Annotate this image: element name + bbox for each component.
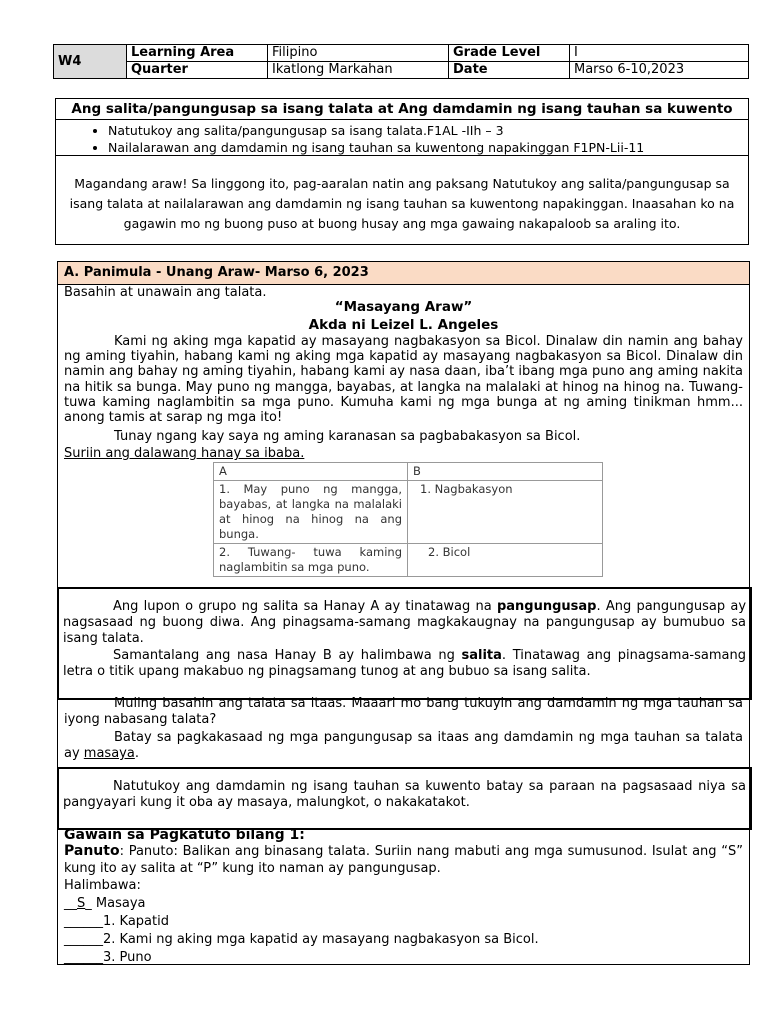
text-span: Batay sa pagkakasaad ng mga pangungusap sa itaas ang damdamin ng mga tauhan sa talata ay [64,730,743,761]
objectives-list [56,122,748,156]
grade-level-value: I [570,45,749,62]
definition-box [57,587,752,700]
date-label: Date [449,62,570,79]
quarter-label: Quarter [127,62,268,79]
exercise-item: ______2. Kami ng aking mga kapatid ay masayang nagbakasyon sa Bicol. [64,932,539,947]
text-span: __ [64,896,77,911]
definition-pangungusap [63,599,746,647]
objectives-title: Ang salita/pangungusap sa isang talata at Ang damdamin ng isang tauhan sa kuwento [56,99,748,120]
example-answer: S [77,896,86,911]
objective-item: • Nailalarawan ang damdamin ng isang tauhan sa kuwentong napakinggan F1PN-Lii-11 [108,139,748,156]
story-author: Akda ni Leizel L. Angeles [308,317,499,333]
learning-area-value: Filipino [268,45,449,62]
example-item [64,895,539,913]
table-cell: 2. Tuwang- tuwa kaming naglambitin sa mga puno. [214,544,408,577]
header-table [53,44,749,79]
week-label: W4 [54,45,127,79]
table-row [214,481,603,544]
objectives-box [55,98,749,245]
panuto-label: Panuto [64,843,120,859]
bold-term: salita [461,648,502,663]
feeling-paragraph [64,730,743,762]
text-span: . Ang pangungusap ay nagsasaad ng buong diwa. Ang pinagsama-samang magkakaugnay na pangungusap ay bumubuo sa isang talata. [63,599,747,646]
text-span: : Panuto: Balikan ang binasang talata. Suriin nang mabuti ang mga sumusunod. Isulat ang “S” kung ito ay salita at “P” kung ito naman ay pangungusap. [64,844,743,876]
table-cell: 2. Bicol [408,544,603,577]
exercise-item: ______1. Kapatid [64,914,169,929]
column-b-header: B [408,463,603,481]
grade-level-label: Grade Level [449,45,570,62]
date-value: Marso 6-10,2023 [570,62,749,79]
text-span: _ [85,896,92,911]
exercise-item: ______3. Puno [64,950,152,965]
emotion-text: Natutukoy ang damdamin ng isang tauhan sa kuwento batay sa paraan na pagsasaad niya sa pangyayari kung it oba ay masaya, malungkot, o nakakatakot. [63,779,746,810]
table-cell: 1. Nagbakasyon [408,481,603,544]
reread-paragraph: Muling basahin ang talata sa itaas. Maaari mo bang tukuyin ang damdamin ng mga tauhan sa iyong nabasang talata? [64,696,743,727]
examine-instruction: Suriin ang dalawang hanay sa ibaba. [64,446,305,461]
activity-title: Gawain sa Pagkatuto bilang 1: [64,827,305,843]
text-span: Ang lupon o grupo ng salita sa Hanay A ay tinatawag na [113,599,497,614]
table-cell: 1. May puno ng mangga, bayabas, at langka na malalaki at hinog na hinog na ang bunga. [214,481,408,544]
table-row [214,544,603,577]
story-paragraph-2: Tunay ngang kay saya ng aming karanasan sa pagbabakasyon sa Bicol. [114,429,581,444]
column-a-header: A [214,463,408,481]
section-a-header: A. Panimula - Unang Araw- Marso 6, 2023 [58,262,749,285]
exercise-list [64,877,539,967]
story-paragraph-1: Kami ng aking mga kapatid ay masayang nagbakasyon sa Bicol. Dinalaw din namin ang bahay ng aming tiyahin, habang kami ng aking mga kapatid ay masayang nagbakasyon sa Bicol. Dinalaw din namin ang bahay ng aming tiyahin, habang kami ay nasa daan, iba’t ibang mga puno ang aming nakita na hitik sa bunga. May puno ng mangga, bayabas, at langka na malalaki at hinog na hinog na. Tuwang-tuwa kaming naglambitin sa mga puno. Kumuha kami ng mga bunga at ng aming tinikman hmm... anong tamis at sarap ng mga ito! [64,334,743,426]
panuto-text [64,843,743,877]
text-span: Samantalang ang nasa Hanay B ay halimbawa ng [113,648,462,663]
emotion-box [57,767,752,830]
bold-term: pangungusap [496,599,597,614]
read-instruction: Basahin at unawain ang talata. [64,285,267,300]
definition-salita [63,648,746,680]
example-label: Halimbawa: [64,878,141,893]
story-title: “Masayang Araw” [334,299,473,315]
intro-text: Magandang araw! Sa linggong ito, pag-aaralan natin ang paksang Natutukoy ang salita/pangungusap sa isang talata at nailalarawan ang damdamin ng isang tauhan sa kuwentong napakinggan. Inaasahan ko na gagawin mo ng buong puso at buong husay ang mga gawaing nakapaloob sa araling ito. [69,176,735,231]
text-span: . [134,746,139,761]
text-span: Masaya [91,896,146,911]
quarter-value: Ikatlong Markahan [268,62,449,79]
divider [56,155,748,156]
underlined-word: masaya [83,746,135,761]
learning-area-label: Learning Area [127,45,268,62]
columns-table [213,462,603,577]
objective-item: • Natutukoy ang salita/pangungusap sa isang talata.F1AL -IIh – 3 [108,122,748,139]
section-a [57,261,750,965]
text-span: . Tinatawag ang pinagsama-samang letra o titik upang makabuo ng pinagsamang tunog at ang bubuo sa isang salita. [63,648,746,679]
